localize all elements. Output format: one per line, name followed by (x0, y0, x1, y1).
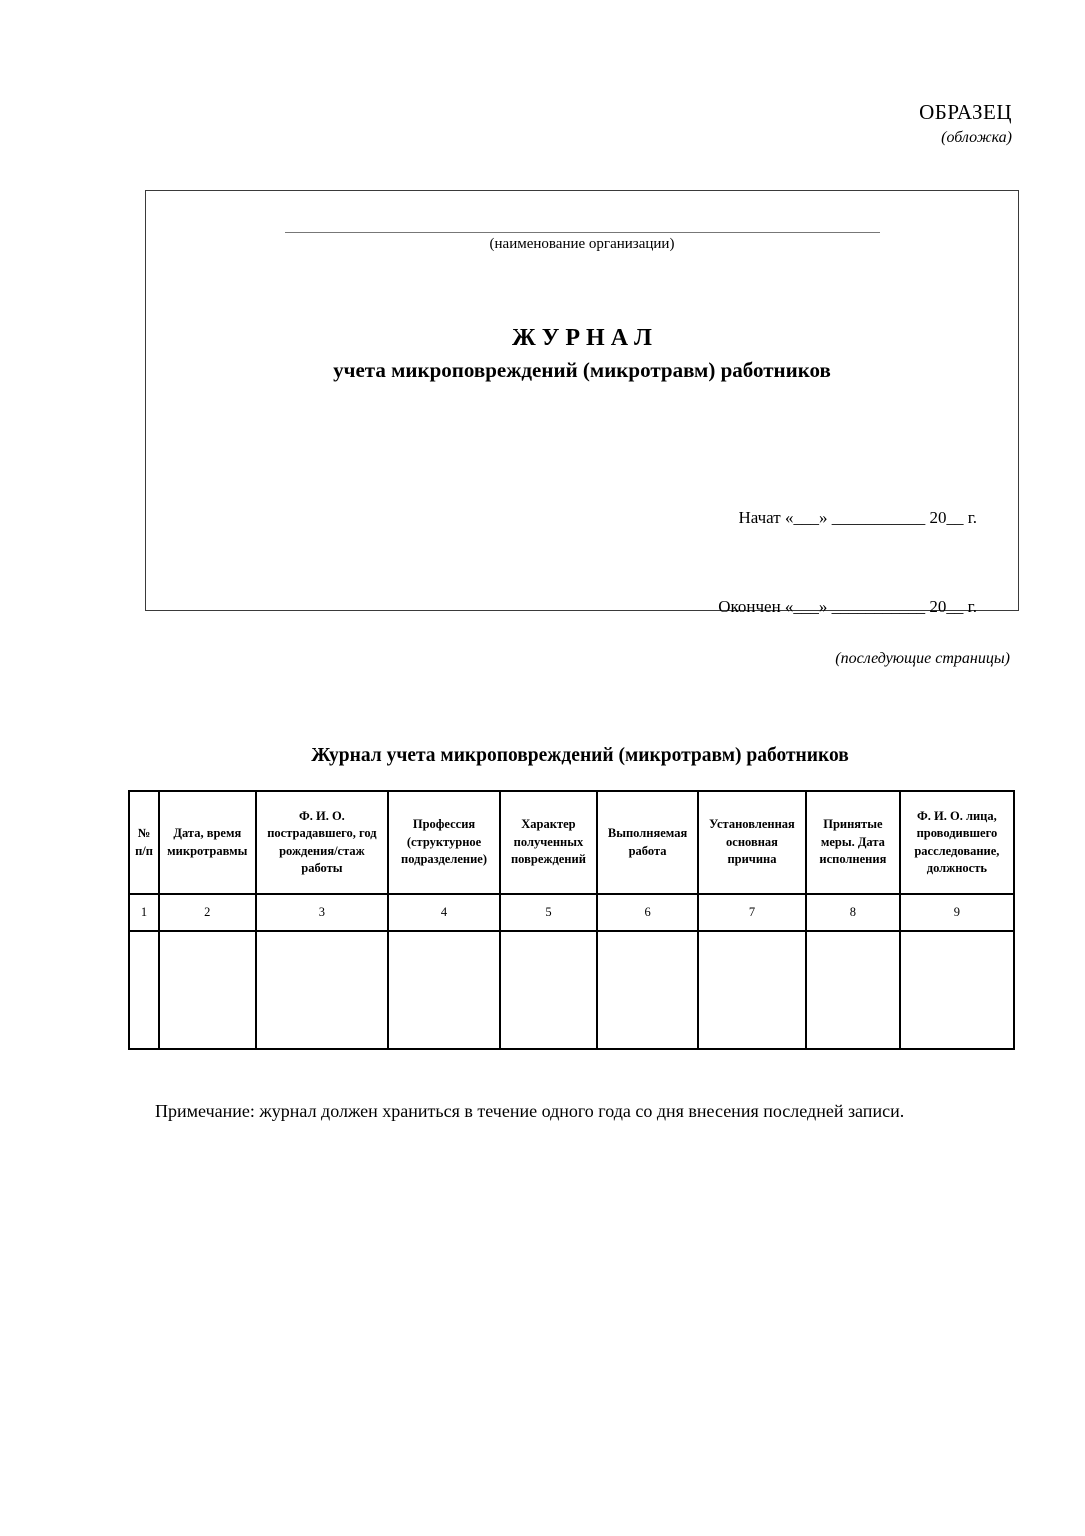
storage-note: Примечание: журнал должен храниться в течение одного года со дня внесения последней записи. (155, 1101, 905, 1121)
table-empty-cell (597, 931, 698, 1049)
col-header-work-performed: Выполняемая работа (597, 791, 698, 894)
following-pages-note: (последующие страницы) (835, 650, 1010, 667)
journal-dates (718, 443, 977, 681)
journal-table (128, 790, 1015, 1050)
journal-cover (145, 190, 1019, 616)
col-header-date-time: Дата, время микротравмы (159, 791, 255, 894)
column-number: 3 (256, 894, 389, 931)
col-header-profession: Профессия (структурное подразделение) (388, 791, 500, 894)
column-number: 1 (129, 894, 159, 931)
col-header-number: № п/п (129, 791, 159, 894)
column-number: 2 (159, 894, 255, 931)
started-line: Начат «___» ___________ 20__ г. (738, 507, 977, 527)
column-number: 7 (698, 894, 806, 931)
column-number: 4 (388, 894, 500, 931)
table-number-row (129, 894, 1014, 931)
column-number: 8 (806, 894, 900, 931)
col-header-main-cause: Установленная основная причина (698, 791, 806, 894)
column-number: 5 (500, 894, 597, 931)
table-header-row (129, 791, 1014, 894)
col-header-measures-taken: Принятые меры. Дата исполнения (806, 791, 900, 894)
col-header-investigator: Ф. И. О. лица, проводившего расследование, должность (900, 791, 1014, 894)
sample-label: ОБРАЗЕЦ (919, 100, 1012, 124)
table-empty-cell (256, 931, 389, 1049)
table-empty-cell (698, 931, 806, 1049)
column-number: 6 (597, 894, 698, 931)
table-empty-entry-row (129, 931, 1014, 1049)
organization-name-line (285, 232, 880, 233)
table-empty-cell (388, 931, 500, 1049)
col-header-injury-nature: Характер полученных повреждений (500, 791, 597, 894)
table-empty-cell (806, 931, 900, 1049)
col-header-victim-name: Ф. И. О. пострадавшего, год рождения/стаж работы (256, 791, 389, 894)
table-empty-cell (129, 931, 159, 1049)
table-empty-cell (500, 931, 597, 1049)
table-empty-cell (900, 931, 1014, 1049)
column-number: 9 (900, 894, 1014, 931)
finished-line: Окончен «___» ___________ 20__ г. (718, 596, 977, 616)
sample-marker (919, 100, 1012, 147)
organization-name-caption: (наименование организации) (489, 236, 675, 252)
journal-heading: Журнал учета микроповреждений (микротравм) работников (311, 745, 849, 766)
cover-title: Ж У Р Н А Л (512, 325, 652, 351)
table-empty-cell (159, 931, 255, 1049)
cover-note: (обложка) (941, 129, 1012, 146)
cover-subtitle: учета микроповреждений (микротравм) работников (333, 358, 831, 382)
